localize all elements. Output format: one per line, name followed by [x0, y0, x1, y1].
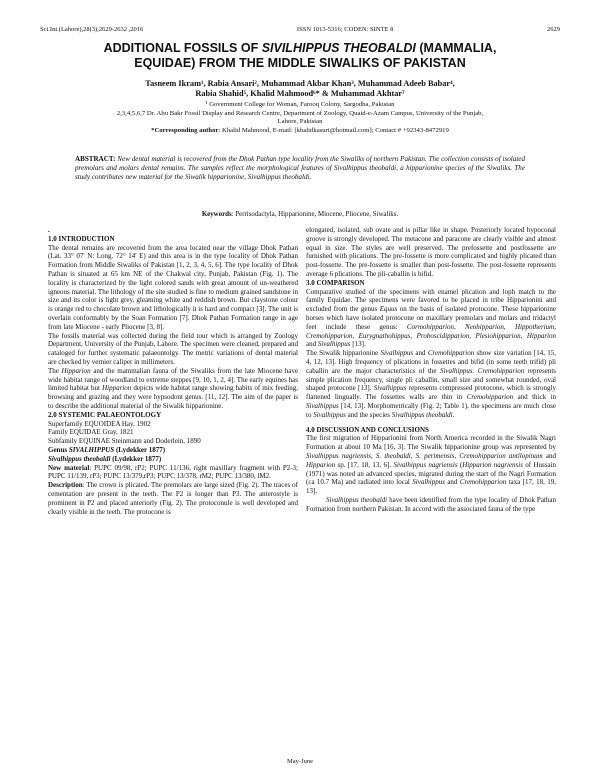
taxon-superfamily: Superfamily EQUOIDEA Hay, 1902: [48, 419, 151, 428]
keywords-text: : Perrisodactyla, Hipparionine, Miocene, Pliocene, Siwaliks.: [231, 211, 399, 218]
left-column: [48, 226, 298, 516]
abstract-label: ABSTRACT:: [75, 155, 116, 163]
affiliation-1: ¹ Government College for Woman, Farooq Colony, Sargodha, Pakistan: [205, 101, 395, 108]
description: Description: The crown is plicated. The premolars are large sized (Fig. 2). The traces of cementation are present in the teeth. The P2 is longer than P3. The anterostyle is prominent in P2 and placed anteriorly (Fig. 2). The protoconule is well developed and clearly visible in the teeth. The protocone is: [48, 481, 298, 516]
taxon-genus: Genus SIVALHIPPUS (Lydekker 1877): [48, 445, 166, 454]
affiliation-2: 2,3,4,5,6,7 Dr. Abu Bakr Fossil Display and Research Centre, Department of Zoology, Quaid-e-Azam Campus, University of the Punjab,: [116, 109, 484, 117]
section-heading-discussion: 4.0 DISCUSSION AND CONCLUSIONS: [306, 425, 429, 434]
running-header: [40, 26, 560, 38]
discussion-paragraph-2: Sivalhippus theobaldi have been identified from the type locality of Dhok Pathan Formation from northern Pakistan. In accord with the associated fauna of the type: [306, 495, 556, 513]
author-line-1: Tasneem Ikram¹, Rabia Ansari², Muhammad Akbar Khan³, Muhammad Adeeb Babar⁴,: [145, 79, 455, 88]
comparison-paragraph-2: The Siwalik hipparionine Sivalhippus and Cremohipparion show size variation [14, 15, 4, 12, 13]. High frequency of plications in fossettes and bifid (in some teeth trifid) pli caballin are the major characteristics of the Sivalhippus. Cremohipparion represents simple plication frequency, single pli caballin, small size and somewhat rounded, oval shaped protocone [13]. Sivalhippus represents compressed protocone, which is strongly flattened lingually. The fossettes walls are thin in Cremohipparion and thick in Sivalhippus [14, 13]. Morphometrically (Fig. 2; Table 1), the specimens are much close to Sivalhippus and the species Sivalhippus theobaldi.: [306, 349, 557, 419]
abstract: [75, 155, 525, 182]
intro-paragraph-1: The dental remains are recovered from the area located near the village Dhok Pathan (Lat. 33° 07' N: Long. 72° 14' E) and this area is in the type locality of Dhok Pathan Formation from Middle Siwaliks of Pakistan [1, 2, 3, 4, 5, 6]. The type locality of Dhok Pathan is situated at 65 km NE of the Chakwal city, Punjab, Pakistan (Fig. 1). The locality is characterized by the light colored sands with great amount of un-weathered igneous material. The lithology of the site studied is fine to medium grained sandstone in size and its color is light grey, gleaming white and reddish brown. But claystone colour is orange red to chocolate brown and lithologically it is hard and compact [3]. The unit is overlain conformably by the Soan Formation [7]. Dhok Pathan Formation range in age from late Miocene - early Pliocene [3, 8].: [48, 243, 298, 331]
intro-paragraph-3: The Hipparion and the mammalian fauna of the Siwaliks from the late Miocene have wide habitat range of woodland to extreme steppes [9, 10, 1, 2, 4]. The early equines has limited habitat but Hipparion depicts wide habitat range showing habits of mix feeding, browsing and grazing and they were hypsodont genus. [11, 12]. The aim of the paper is to describe the additional material of the Siwalik hipparionine.: [48, 366, 298, 410]
section-heading-introduction: 1.0 INTRODUCTION: [48, 234, 115, 243]
paper-title: [40, 41, 560, 71]
page-number: 2629: [547, 26, 560, 33]
description-continued: elongated, isolated, sub ovate and is pillar like in shape. Posteriorly located hypoconal groove is strongly developed. The metacone and paracone are clearly visible and almost equal in size. The styles are well preserved. The prefossette and postfossette are furnished with plications. The pre-fossette is more complicated and highly plicated than post-fossette. The pre-fossette is smaller than post-fossette. The post-fossette represents average 6 plications. The pli-caballin is bifid.: [306, 226, 556, 278]
keywords-label: Keywords: [201, 211, 232, 218]
corresponding-author: *Corresponding author: Khalid Mahmood, E-mail: [khalidkasuri@hotmail.com]; Contact # +92343-8472919: [151, 126, 449, 134]
keywords: [40, 211, 560, 218]
taxon-family: Family EQUIDAE Gray, 1821: [48, 428, 134, 437]
affiliations: [40, 101, 560, 135]
abstract-text: New dental material is recovered from the Dhok Pathan type locality from the Siwaliks of northern Pakistan. The collection consists of isolated premolars and molars dental remains. The samples reflect the morphological features of Sivalhippus theobaldi, a hipparionine species of the Siwaliks. The study contributes new material for the Siwalik hipparionine, Sivalhippus theobaldi.: [75, 155, 525, 181]
taxon-subfamily: Subfamily EQUINAE Steinmann and Doderlein, 1890: [48, 437, 201, 446]
comparison-paragraph-1: Comparative studied of the specimens with enamel plication and loph match to the family Equidae. The specimens were favored to be placed in tribe Hipparionini and excluded from the genus Equus on the basis of isolated protocone. These hipparionine horses which have isolated protocone on maxillary premolars and molars and tridactyl feet include these genus: Cormohipparion, Neohipparion, Hippotherium, Cremohipparion, Eurygnathohippus, Proboscidipparion, Plesiohipparion, Hipparion and Sivalhippus [13].: [306, 287, 556, 349]
author-list: [40, 79, 560, 99]
issn-coden: ISSN 1013-5316; CODEN: SINTE 8: [296, 26, 394, 33]
intro-paragraph-2: The fossils material was collected during the field tour which is arranged by Zoology Department, University of the Punjab, Lahore. The specimen were cleaned, prepared and cataloged for further systematic palaeontolgy. The metric variations of dental material are checked by vernier caliper in millimeters.: [48, 331, 298, 366]
author-line-2: Rabia Shahid⁵, Khalid Mahmood⁶* & Muhammad Akhtar⁷: [195, 89, 405, 98]
journal-citation: Sci.Int.(Lahore),28(3),2629-2632 ,2016: [40, 26, 144, 33]
right-column: [306, 226, 556, 514]
title-taxon: SIVILHIPPUS THEOBALDI: [261, 41, 416, 55]
section-heading-comparison: 3.0 COMPARISON: [306, 278, 365, 287]
title-line-1: ADDITIONAL FOSSILS OF SIVILHIPPUS THEOBALDI (MAMMALIA,: [103, 41, 497, 55]
new-material: New material: PUPC 09/98, rP2; PUPC 11/136, right maxillary fragment with P2-3; PUPC 11/139, rP3; PUPC 13/379,rP3; PUPC 13/378, rM2; PUPC 13/380, lM2.: [48, 463, 298, 481]
section-heading-systematics: 2.0 SYSTEMIC PALAEONTOLOGY: [48, 410, 162, 419]
taxon-species: Sivalhippus theobaldi (Lydekker 1877): [48, 454, 162, 463]
affiliation-3: Lahore, Pakistan: [277, 118, 323, 125]
section-dot: .: [48, 226, 50, 234]
discussion-paragraph-1: The first migration of Hipparionini from North America recorded in the Siwalik Nagri Formation at about 10 Ma [16, 3]. The Siwalik hipparionine group was represented by Sivalhippus nagriensis, S. theobaldi, S. perimensis, Cremohipparion antilopinum and Hipparion sp. [17, 18, 13, 6]. Sivalhippus nagriensis (Hipparion nagriensis of Hussain (1971) was noted an advanced species, migrated during the start of the Nagri Formation (ca 10.7 Ma) and radiated into local Sivalhippus and Cremohipparion taxa [17, 18, 19, 13].: [306, 434, 557, 496]
page-footer: May-June: [287, 758, 313, 765]
title-line-2: EQUIDAE) FROM THE MIDDLE SIWALIKS OF PAKISTAN: [134, 56, 466, 70]
